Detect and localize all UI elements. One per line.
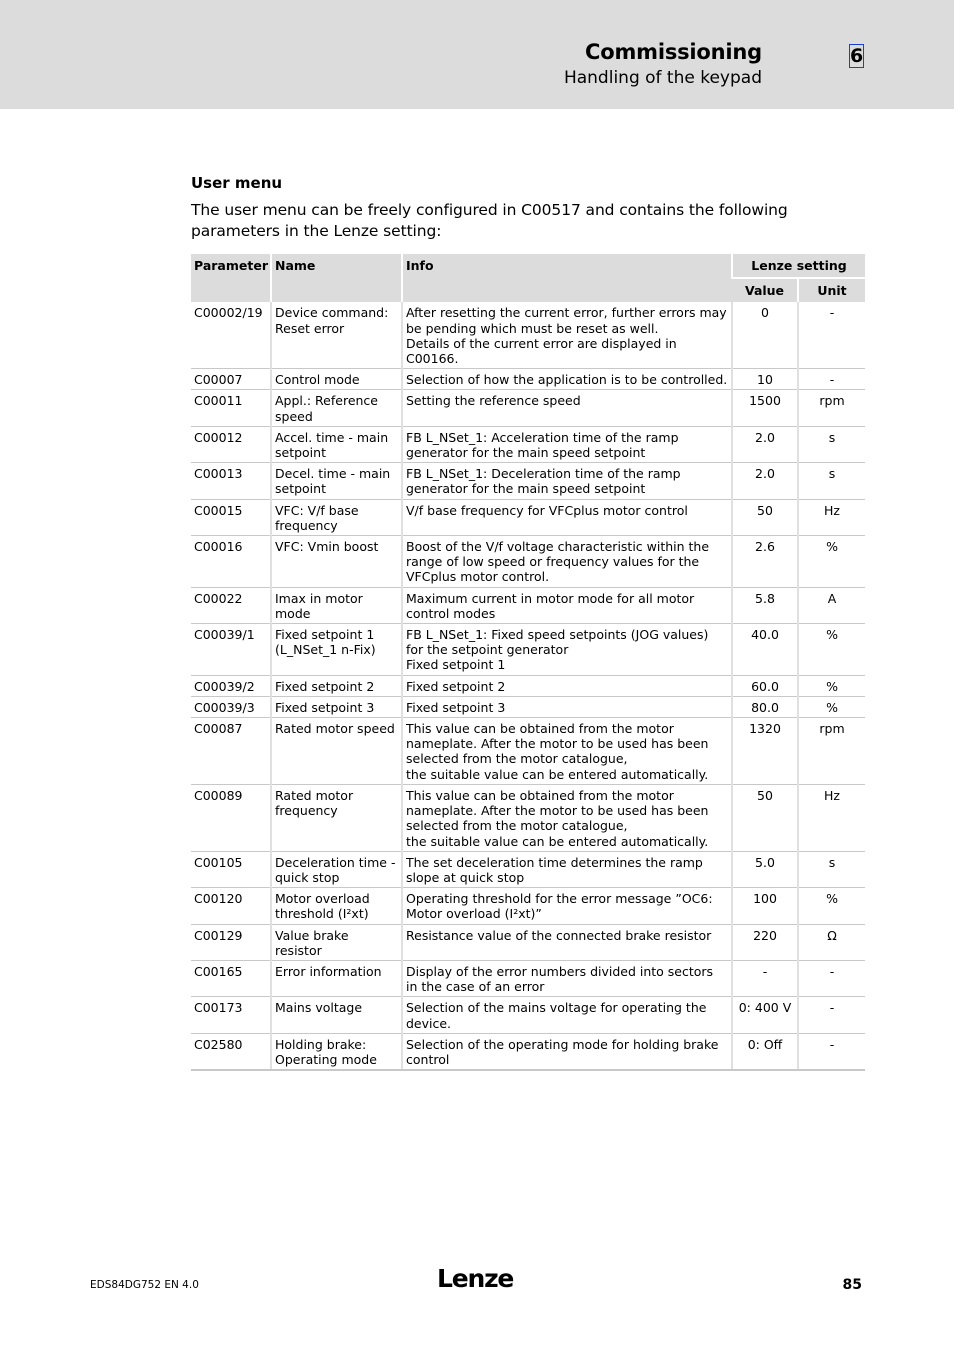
table-row <box>191 587 865 623</box>
cell-name: Mains voltage <box>271 997 402 1033</box>
table-body <box>191 302 865 1070</box>
cell-parameter: C00015 <box>191 499 271 535</box>
intro-paragraph: The user menu can be freely configured in C00517 and contains the following parameters in the Lenze setting: <box>191 201 788 240</box>
cell-value: 220 <box>732 924 798 960</box>
cell-info: After resetting the current error, further errors may be pending which must be reset as well. Details of the current error are displayed in C00166. <box>402 302 732 368</box>
cell-info: Maximum current in motor mode for all motor control modes <box>402 587 732 623</box>
cell-name: Appl.: Reference speed <box>271 390 402 426</box>
cell-parameter: C00173 <box>191 997 271 1033</box>
table-row <box>191 696 865 717</box>
table-row <box>191 784 865 851</box>
page-number: 85 <box>842 1277 862 1293</box>
chapter-subtitle: Handling of the keypad <box>563 68 762 88</box>
cell-parameter: C00002/19 <box>191 302 271 368</box>
cell-name: Rated motor frequency <box>271 784 402 851</box>
cell-unit: s <box>798 463 865 499</box>
cell-name: Rated motor speed <box>271 718 402 785</box>
cell-value: 0: Off <box>732 1033 798 1070</box>
cell-value: 80.0 <box>732 696 798 717</box>
cell-unit: s <box>798 426 865 462</box>
cell-unit: - <box>798 369 865 390</box>
cell-name: Fixed setpoint 3 <box>271 696 402 717</box>
cell-name: Imax in motor mode <box>271 587 402 623</box>
cell-name: Fixed setpoint 2 <box>271 675 402 696</box>
header-info: Info <box>402 254 732 302</box>
cell-value: 2.0 <box>732 426 798 462</box>
cell-unit: Ω <box>798 924 865 960</box>
cell-name: Accel. time - main setpoint <box>271 426 402 462</box>
table-row <box>191 369 865 390</box>
header-value: Value <box>732 278 798 302</box>
cell-info: Fixed setpoint 3 <box>402 696 732 717</box>
table-row <box>191 924 865 960</box>
cell-info: Selection of how the application is to be controlled. <box>402 369 732 390</box>
cell-parameter: C00120 <box>191 888 271 924</box>
cell-unit: s <box>798 851 865 887</box>
cell-value: 10 <box>732 369 798 390</box>
cell-unit: - <box>798 302 865 368</box>
cell-value: 60.0 <box>732 675 798 696</box>
cell-name: Value brake resistor <box>271 924 402 960</box>
cell-name: Deceleration time - quick stop <box>271 851 402 887</box>
cell-parameter: C00039/2 <box>191 675 271 696</box>
cell-name: Holding brake: Operating mode <box>271 1033 402 1070</box>
cell-parameter: C00039/3 <box>191 696 271 717</box>
cell-info: This value can be obtained from the motor nameplate. After the motor to be used has been selected from the motor catalogue, the suitable value can be entered automatically. <box>402 784 732 851</box>
cell-name: Decel. time - main setpoint <box>271 463 402 499</box>
cell-unit: Hz <box>798 499 865 535</box>
table-row <box>191 888 865 924</box>
cell-unit: - <box>798 960 865 996</box>
header-unit: Unit <box>798 278 865 302</box>
cell-name: VFC: V/f base frequency <box>271 499 402 535</box>
table-row <box>191 536 865 588</box>
cell-value: 5.8 <box>732 587 798 623</box>
cell-info: Selection of the operating mode for holding brake control <box>402 1033 732 1070</box>
parameter-table <box>191 254 865 1071</box>
cell-name: Motor overload threshold (I²xt) <box>271 888 402 924</box>
cell-unit: - <box>798 1033 865 1070</box>
cell-name: Device command: Reset error <box>271 302 402 368</box>
cell-value: 1320 <box>732 718 798 785</box>
cell-value: 0 <box>732 302 798 368</box>
cell-info: FB L_NSet_1: Fixed speed setpoints (JOG values) for the setpoint generator Fixed setpoint 1 <box>402 624 732 676</box>
table-row <box>191 390 865 426</box>
cell-parameter: C00089 <box>191 784 271 851</box>
cell-name: Fixed setpoint 1 (L_NSet_1 n-Fix) <box>271 624 402 676</box>
cell-unit: % <box>798 696 865 717</box>
table-row <box>191 499 865 535</box>
cell-info: The set deceleration time determines the ramp slope at quick stop <box>402 851 732 887</box>
cell-info: FB L_NSet_1: Acceleration time of the ramp generator for the main speed setpoint <box>402 426 732 462</box>
cell-info: Operating threshold for the error message ”OC6: Motor overload (I²xt)” <box>402 888 732 924</box>
cell-parameter: C00013 <box>191 463 271 499</box>
cell-value: 50 <box>732 784 798 851</box>
table-row <box>191 675 865 696</box>
table-row <box>191 851 865 887</box>
cell-info: FB L_NSet_1: Deceleration time of the ramp generator for the main speed setpoint <box>402 463 732 499</box>
table-row <box>191 1033 865 1070</box>
cell-value: 100 <box>732 888 798 924</box>
header-band <box>0 0 954 109</box>
cell-unit: % <box>798 888 865 924</box>
section-heading: User menu <box>191 174 283 192</box>
cell-parameter: C00007 <box>191 369 271 390</box>
header-parameter: Parameter <box>191 254 271 302</box>
cell-value: 50 <box>732 499 798 535</box>
cell-info: Selection of the mains voltage for operating the device. <box>402 997 732 1033</box>
cell-parameter: C00012 <box>191 426 271 462</box>
cell-info: Display of the error numbers divided into sectors in the case of an error <box>402 960 732 996</box>
cell-parameter: C00165 <box>191 960 271 996</box>
cell-parameter: C00087 <box>191 718 271 785</box>
cell-parameter: C00129 <box>191 924 271 960</box>
cell-info: V/f base frequency for VFCplus motor control <box>402 499 732 535</box>
cell-name: Error information <box>271 960 402 996</box>
cell-unit: Hz <box>798 784 865 851</box>
cell-parameter: C00011 <box>191 390 271 426</box>
cell-name: VFC: Vmin boost <box>271 536 402 588</box>
table-row <box>191 624 865 676</box>
chapter-number-badge[interactable]: 6 <box>850 45 864 67</box>
cell-value: 1500 <box>732 390 798 426</box>
cell-unit: % <box>798 624 865 676</box>
cell-unit: A <box>798 587 865 623</box>
cell-unit: rpm <box>798 390 865 426</box>
cell-info: Resistance value of the connected brake resistor <box>402 924 732 960</box>
table-row <box>191 960 865 996</box>
cell-unit: - <box>798 997 865 1033</box>
document-code: EDS84DG752 EN 4.0 <box>90 1279 199 1291</box>
cell-value: 2.0 <box>732 463 798 499</box>
cell-info: Fixed setpoint 2 <box>402 675 732 696</box>
chapter-title: Commissioning <box>585 40 762 64</box>
cell-parameter: C00016 <box>191 536 271 588</box>
cell-value: 0: 400 V <box>732 997 798 1033</box>
table-row <box>191 302 865 368</box>
table-row <box>191 463 865 499</box>
cell-name: Control mode <box>271 369 402 390</box>
header-name: Name <box>271 254 402 302</box>
cell-info: This value can be obtained from the motor nameplate. After the motor to be used has been selected from the motor catalogue, the suitable value can be entered automatically. <box>402 718 732 785</box>
cell-value: 2.6 <box>732 536 798 588</box>
cell-info: Setting the reference speed <box>402 390 732 426</box>
cell-value: 5.0 <box>732 851 798 887</box>
cell-info: Boost of the V/f voltage characteristic within the range of low speed or frequency values for the VFCplus motor control. <box>402 536 732 588</box>
cell-unit: % <box>798 675 865 696</box>
cell-parameter: C00039/1 <box>191 624 271 676</box>
lenze-logo: Lenze <box>437 1264 514 1293</box>
cell-parameter: C02580 <box>191 1033 271 1070</box>
cell-unit: rpm <box>798 718 865 785</box>
cell-parameter: C00105 <box>191 851 271 887</box>
cell-unit: % <box>798 536 865 588</box>
table-row <box>191 426 865 462</box>
header-lenze-setting: Lenze setting <box>732 254 865 278</box>
table-row <box>191 997 865 1033</box>
table-row <box>191 718 865 785</box>
cell-value: - <box>732 960 798 996</box>
cell-parameter: C00022 <box>191 587 271 623</box>
cell-value: 40.0 <box>732 624 798 676</box>
